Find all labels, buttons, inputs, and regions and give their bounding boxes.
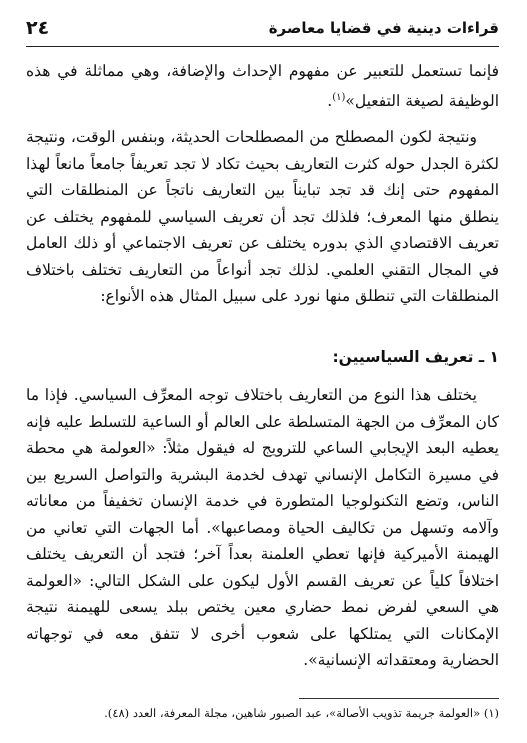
page-number: ٢٤	[26, 17, 50, 39]
running-title: قراءات دينية في قضايا معاصرة	[268, 19, 499, 37]
page-header	[26, 10, 499, 47]
paragraph-1	[26, 58, 499, 114]
paragraph-1-text: فإنما تستعمل للتعبير عن مفهوم الإحداث والإضافة، وهي مماثلة في هذه الوظيفة لصيغة التفعيل»	[26, 62, 499, 110]
footnote-divider	[299, 698, 499, 699]
paragraph-2: ونتيجة لكون المصطلح من المصطلحات الحديثة، وبنفس الوقت، ونتيجة لكثرة الجدل حوله كثرت التعاريف بحيث تكاد لا تجد تعريفاً جامعاً مانعاً لهذا المفهوم حتى إنك قد تجد تبايناً بين التعاريف ناتجاً عن المنطلقات التي ينطلق منها المعرف؛ فلذلك تجد أن تعريف السياسي للمفهوم يختلف عن تعريف الاقتصادي الذي بدوره يختلف عن تعريف الاجتماعي أو ذلك العامل في المجال التقني العلمي. لذلك تجد أنواعاً من التعاريف تختلف باختلاف المنطلقات التي تنطلق منها نورد على سبيل المثال هذه الأنواع:	[26, 128, 499, 305]
footnote-ref: (١)	[332, 91, 346, 103]
section-heading: ١ ـ تعريف السياسيين:	[332, 348, 499, 366]
paragraph-3: يختلف هذا النوع من التعاريف باختلاف توجه المعرِّف السياسي. فإذا ما كان المعرِّف من الجهة المتسلطة على العالم أو الساعية للتسلط عليه فإنه يعطيه البعد الإيجابي الساعي للترويج له فيقول مثلاً: «العولمة هي محطة في مسيرة التكامل الإنساني تهدف لخدمة البشرية والتواصل السريع بين الناس، وتضع التكنولوجيا المتطورة في خدمة الإنسان تخفيفاً من معاناته وآلامه وتسهل من تكاليف الحياة ومصاعبها». أما الجهات التي تعاني من الهيمنة الأميركية فإنها تعطي العلمنة بعداً آخر؛ فتجد أن التعريف يختلف اختلافاً كلياً عن تعريف القسم الأول ليكون على الشكل التالي: «العولمة هي السعي لفرض نمط حضاري معين يختص ببلد يسعى للهيمنة نتيجة الإمكانات التي يمتلكها على شعوب أخرى لا تتفق معه في توجهاته الحضارية ومعتقداته الإنسانية».	[26, 386, 499, 669]
footnote: (١) «العولمة جريمة تذويب الأصالة»، عبد الصبور شاهين، مجلة المعرفة، العدد (٤٨).	[104, 706, 499, 720]
paragraph-1-end: .	[327, 91, 333, 110]
